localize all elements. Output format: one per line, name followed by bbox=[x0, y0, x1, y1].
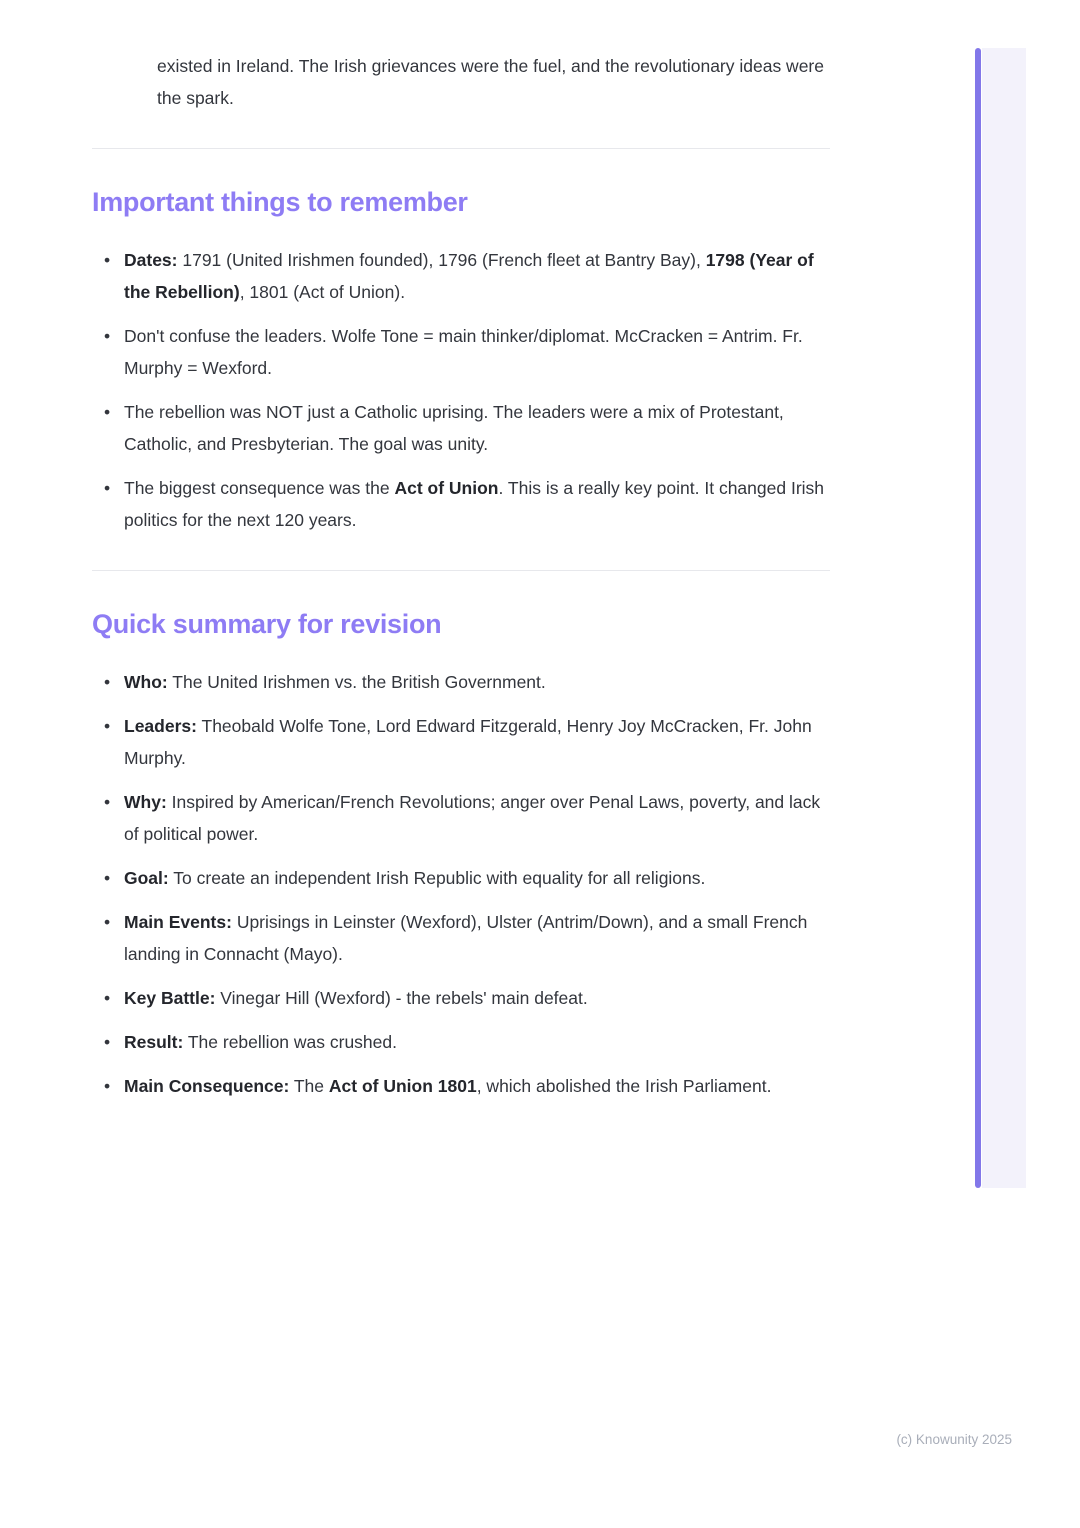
list-item: • Why: Inspired by American/French Revolutions; anger over Penal Laws, poverty, and lack of political power. bbox=[92, 786, 830, 850]
list-item: • Goal: To create an independent Irish Republic with equality for all religions. bbox=[92, 862, 830, 894]
section-divider bbox=[92, 570, 830, 571]
list-item: • Leaders: Theobald Wolfe Tone, Lord Edward Fitzgerald, Henry Joy McCracken, Fr. John Murphy. bbox=[92, 710, 830, 774]
copyright-footer: (c) Knowunity 2025 bbox=[896, 1432, 1012, 1447]
list-item: • Main Events: Uprisings in Leinster (Wexford), Ulster (Antrim/Down), and a small French landing in Connacht (Mayo). bbox=[92, 906, 830, 970]
intro-paragraph: existed in Ireland. The Irish grievances were the fuel, and the revolutionary ideas were the spark. bbox=[157, 56, 824, 108]
side-scroll-thumb[interactable] bbox=[975, 48, 981, 1188]
list-item: • The rebellion was NOT just a Catholic uprising. The leaders were a mix of Protestant, Catholic, and Presbyterian. The goal was unity. bbox=[92, 396, 830, 460]
section-heading-important-things: Important things to remember bbox=[92, 187, 468, 217]
list-item: • Dates: 1791 (United Irishmen founded), 1796 (French fleet at Bantry Bay), 1798 (Year of the Rebellion), 1801 (Act of Union). bbox=[92, 244, 830, 308]
list-item: • The biggest consequence was the Act of Union. This is a really key point. It changed Irish politics for the next 120 years. bbox=[92, 472, 830, 536]
side-scroll-track bbox=[982, 48, 1026, 1188]
list-item: • Who: The United Irishmen vs. the British Government. bbox=[92, 666, 830, 698]
list-item: • Main Consequence: The Act of Union 1801, which abolished the Irish Parliament. bbox=[92, 1070, 830, 1102]
page-content bbox=[92, 50, 830, 1114]
bullet-list-important-things bbox=[92, 244, 830, 536]
section-quick-summary bbox=[92, 609, 830, 1102]
bullet-list-quick-summary bbox=[92, 666, 830, 1102]
list-item: • Key Battle: Vinegar Hill (Wexford) - the rebels' main defeat. bbox=[92, 982, 830, 1014]
section-divider bbox=[92, 148, 830, 149]
section-heading-quick-summary: Quick summary for revision bbox=[92, 609, 442, 639]
section-important-things bbox=[92, 187, 830, 536]
list-item: • Don't confuse the leaders. Wolfe Tone = main thinker/diplomat. McCracken = Antrim. Fr. Murphy = Wexford. bbox=[92, 320, 830, 384]
list-item: • Result: The rebellion was crushed. bbox=[92, 1026, 830, 1058]
